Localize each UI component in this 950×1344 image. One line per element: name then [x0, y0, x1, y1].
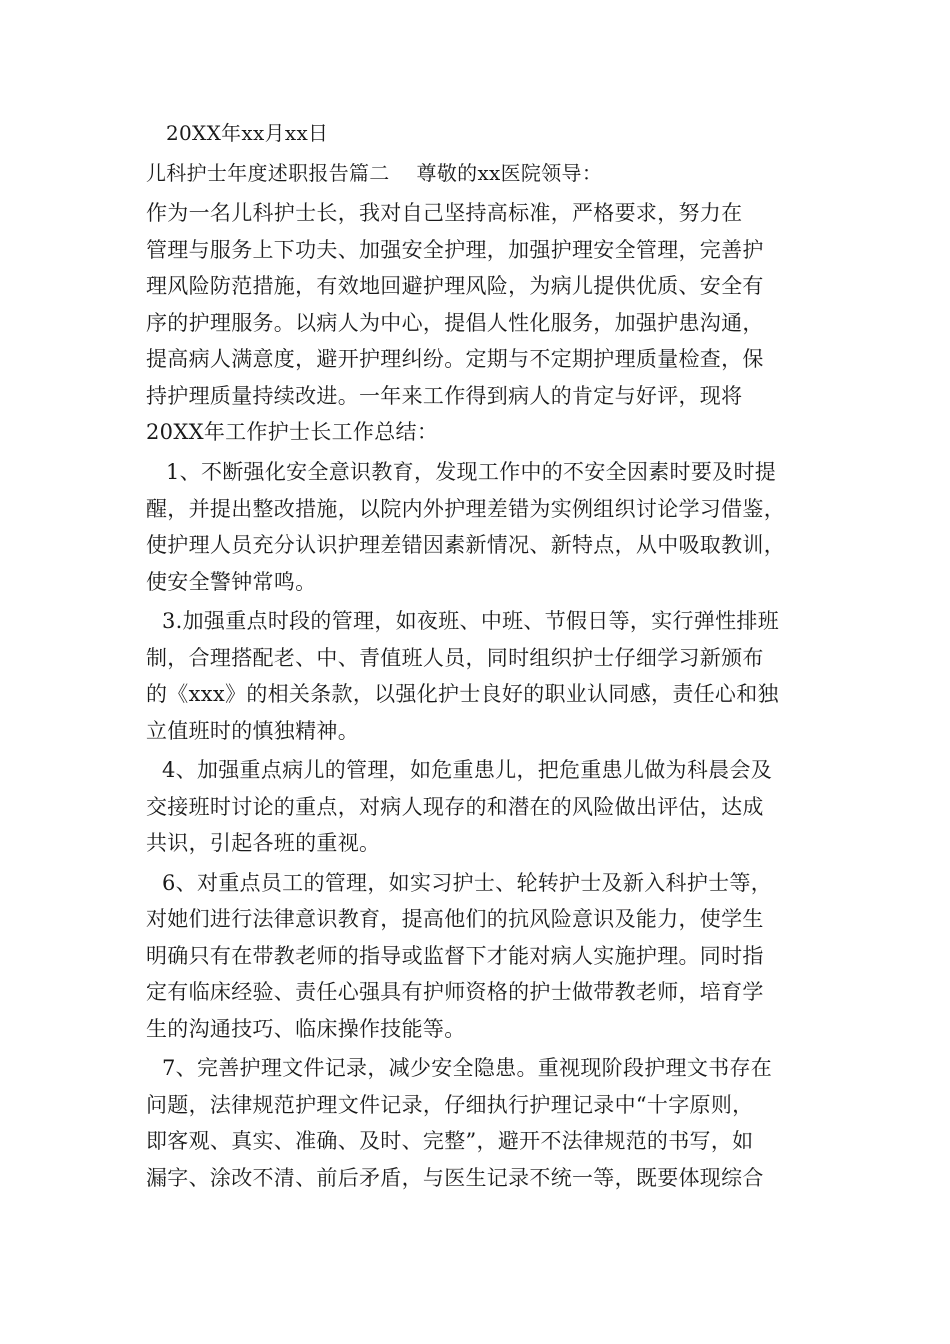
paragraph-line: 对她们进行法律意识教育，提高他们的抗风险意识及能力，使学生 — [146, 907, 764, 931]
paragraph-line: 漏字、涂改不清、前后矛盾，与医生记录不统一等，既要体现综合 — [146, 1166, 764, 1190]
paragraph-line: 立值班时的慎独精神。 — [146, 719, 359, 743]
paragraph-line: 持护理质量持续改进。一年来工作得到病人的肯定与好评，现将 — [146, 384, 743, 408]
paragraph-line: 提高病人满意度，避开护理纠纷。定期与不定期护理质量检查，保 — [146, 347, 764, 371]
paragraph-line: 序的护理服务。以病人为中心，提倡人性化服务，加强护患沟通， — [146, 311, 764, 335]
paragraph-line: 管理与服务上下功夫、加强安全护理，加强护理安全管理，完善护 — [146, 238, 764, 262]
paragraph-line: 共识，引起各班的重视。 — [146, 831, 381, 855]
paragraph-line: 生的沟通技巧、临床操作技能等。 — [146, 1017, 466, 1041]
document-date: 20XX年xx月xx日 — [166, 121, 329, 145]
paragraph-line: 使护理人员充分认识护理差错因素新情况、新特点，从中吸取教训， — [146, 533, 785, 557]
paragraph-line: 的《xxx》的相关条款，以强化护士良好的职业认同感，责任心和独 — [146, 682, 779, 706]
paragraph-line: 醒，并提出整改措施，以院内外护理差错为实例组织讨论学习借鉴， — [146, 497, 785, 521]
paragraph-line: 作为一名儿科护士长，我对自己坚持高标准，严格要求，努力在 — [146, 201, 743, 225]
paragraph-line: 问题，法律规范护理文件记录，仔细执行护理记录中“十字原则， — [146, 1093, 754, 1117]
document-heading: 儿科护士年度述职报告篇二 尊敬的xx医院领导： — [146, 161, 603, 185]
paragraph-line: 3.加强重点时段的管理，如夜班、中班、节假日等，实行弹性排班 — [162, 609, 780, 633]
paragraph-line: 即客观、真实、准确、及时、完整”，避开不法律规范的书写，如 — [146, 1129, 754, 1153]
paragraph-line: 1、不断强化安全意识教育，发现工作中的不安全因素时要及时提 — [166, 460, 777, 484]
paragraph-line: 4、加强重点病儿的管理，如危重患儿，把危重患儿做为科晨会及 — [162, 758, 773, 782]
paragraph-line: 交接班时讨论的重点，对病人现存的和潜在的风险做出评估，达成 — [146, 795, 764, 819]
paragraph-line: 使安全警钟常鸣。 — [146, 570, 317, 594]
paragraph-line: 明确只有在带教老师的指导或监督下才能对病人实施护理。同时指 — [146, 944, 764, 968]
paragraph-line: 定有临床经验、责任心强具有护师资格的护士做带教老师，培育学 — [146, 980, 764, 1004]
paragraph-line: 6、对重点员工的管理，如实习护士、轮转护士及新入科护士等， — [162, 871, 773, 895]
paragraph-line: 理风险防范措施，有效地回避护理风险，为病儿提供优质、安全有 — [146, 274, 764, 298]
paragraph-line: 制，合理搭配老、中、青值班人员，同时组织护士仔细学习新颁布 — [146, 646, 764, 670]
paragraph-line: 20XX年工作护士长工作总结： — [146, 420, 439, 444]
paragraph-line: 7、完善护理文件记录，减少安全隐患。重视现阶段护理文书存在 — [162, 1056, 773, 1080]
